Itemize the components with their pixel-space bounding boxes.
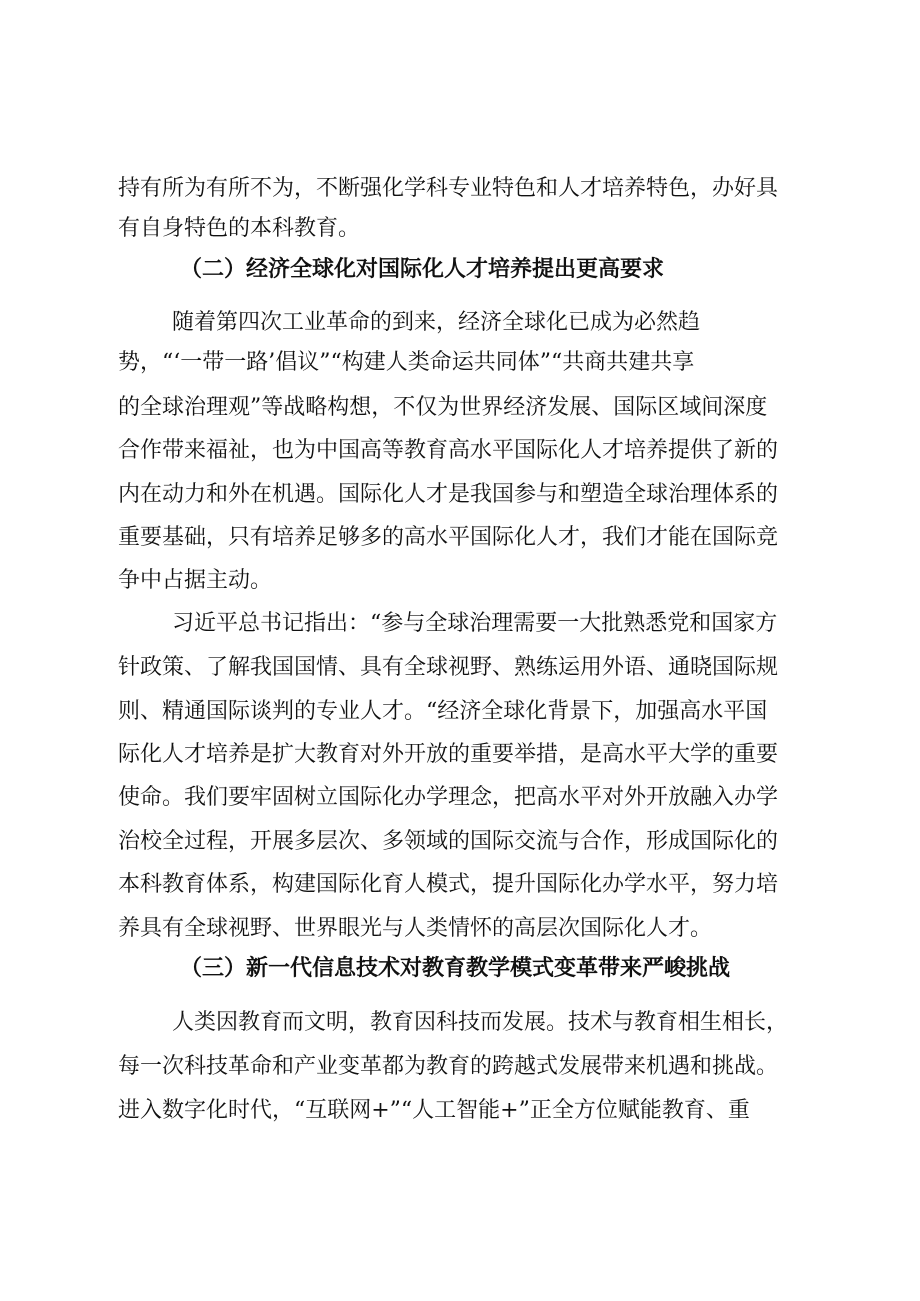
paragraph-line: 人类因教育而文明，教育因科技而发展。技术与教育相生相长， xyxy=(172,1010,789,1035)
paragraph-line: 使命。我们要牢固树立国际化办学理念，把高水平对外开放融入办学 xyxy=(118,785,779,810)
paragraph-line: 进入数字化时代，“互联网+”“人工智能+”正全方位赋能教育、重 xyxy=(118,1098,750,1123)
paragraph-line: 持有所为有所不为，不断强化学科专业特色和人才培养特色，办好具 xyxy=(118,176,779,201)
paragraph-line: 则、精通国际谈判的专业人才。“经济全球化背景下，加强高水平国 xyxy=(118,699,768,724)
paragraph-line: 习近平总书记指出：“参与全球治理需要一大批熟悉党和国家方 xyxy=(172,611,778,636)
paragraph-line: 每一次科技革命和产业变革都为教育的跨越式发展带来机遇和挑战。 xyxy=(118,1054,779,1079)
paragraph-line: 有自身特色的本科教育。 xyxy=(118,216,361,241)
paragraph-line: 养具有全球视野、世界眼光与人类情怀的高层次国际化人才。 xyxy=(118,916,713,941)
paragraph-line: 势，“‘一带一路’倡议”“构建人类命运共同体”“共商共建共享 xyxy=(118,350,695,375)
section-heading: （二）经济全球化对国际化人才培养提出更高要求 xyxy=(180,257,665,282)
paragraph-line: 随着第四次工业革命的到来，经济全球化已成为必然趋 xyxy=(172,310,701,335)
paragraph-line: 治校全过程，开展多层次、多领域的国际交流与合作，形成国际化的 xyxy=(118,829,779,854)
paragraph-line: 争中占据主动。 xyxy=(118,568,273,593)
paragraph-line: 际化人才培养是扩大教育对外开放的重要举措，是高水平大学的重要 xyxy=(118,742,779,767)
paragraph-line: 针政策、了解我国国情、具有全球视野、熟练运用外语、通晓国际规 xyxy=(118,655,779,680)
paragraph-line: 重要基础，只有培养足够多的高水平国际化人才，我们才能在国际竞 xyxy=(118,525,779,550)
paragraph-line: 的全球治理观”等战略构想，不仅为世界经济发展、国际区域间深度 xyxy=(118,395,768,420)
paragraph-line: 内在动力和外在机遇。国际化人才是我国参与和塑造全球治理体系的 xyxy=(118,482,779,507)
section-heading: （三）新一代信息技术对教育教学模式变革带来严峻挑战 xyxy=(180,956,731,981)
paragraph-line: 本科教育体系，构建国际化育人模式，提升国际化办学水平，努力培 xyxy=(118,872,779,897)
paragraph-line: 合作带来福祉，也为中国高等教育高水平国际化人才培养提供了新的 xyxy=(118,438,779,463)
